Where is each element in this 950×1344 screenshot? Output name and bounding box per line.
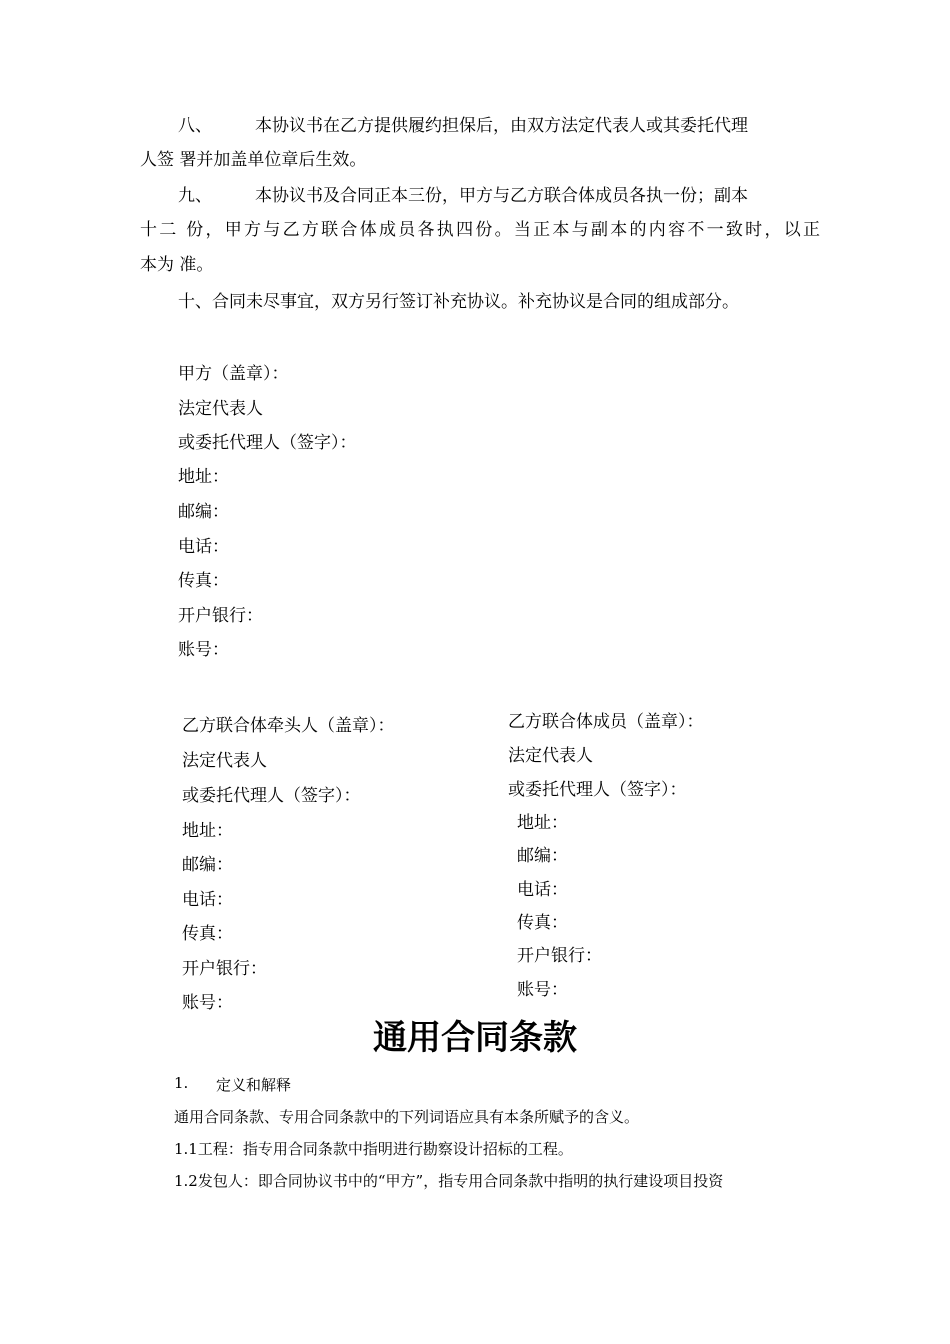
party-b-lead-postcode: 邮编： — [182, 855, 233, 875]
item-1-2: 1.2发包人：即合同协议书中的“甲方”，指专用合同条款中指明的执行建设项目投资 — [174, 1172, 724, 1190]
party-b-member-fax: 传真： — [517, 913, 568, 933]
party-b-lead-seal: 乙方联合体牵头人（盖章）： — [182, 716, 395, 736]
clause-9-line-1: 本协议书及合同正本三份，甲方与乙方联合体成员各执一份；副本 — [255, 186, 748, 206]
clause-9-number: 九、 — [178, 186, 212, 206]
party-b-lead-phone: 电话： — [182, 890, 233, 910]
party-b-member-legal-rep: 法定代表人 — [508, 746, 593, 766]
clause-8-line-2: 人签 署并加盖单位章后生效。 — [140, 150, 367, 170]
party-b-lead-agent: 或委托代理人（签字）： — [182, 786, 361, 806]
party-a-legal-rep: 法定代表人 — [178, 399, 263, 419]
party-b-lead-address: 地址： — [182, 821, 233, 841]
party-a-postcode: 邮编： — [178, 502, 229, 522]
party-a-account: 账号： — [178, 640, 229, 660]
clause-8-line-1: 本协议书在乙方提供履约担保后，由双方法定代表人或其委托代理 — [255, 116, 748, 136]
party-a-bank: 开户银行： — [178, 606, 263, 626]
party-b-member-phone: 电话： — [517, 880, 568, 900]
clause-8-number: 八、 — [178, 116, 212, 136]
party-a-fax: 传真： — [178, 571, 229, 591]
party-a-phone: 电话： — [178, 537, 229, 557]
general-terms-title: 通用合同条款 — [373, 1018, 577, 1058]
party-b-member-account: 账号： — [517, 980, 568, 1000]
clause-9-line-2: 十二 份，甲方与乙方联合体成员各执四份。当正本与副本的内容不一致时，以正 — [140, 220, 820, 240]
party-b-lead-legal-rep: 法定代表人 — [182, 751, 267, 771]
party-b-lead-fax: 传真： — [182, 924, 233, 944]
party-a-seal: 甲方（盖章）： — [178, 364, 289, 384]
general-terms-intro: 通用合同条款、专用合同条款中的下列词语应具有本条所赋予的含义。 — [174, 1108, 640, 1126]
party-b-member-address: 地址： — [517, 813, 568, 833]
clause-10-line-1: 十、合同未尽事宜，双方另行签订补充协议。补充协议是合同的组成部分。 — [178, 292, 739, 312]
party-a-address: 地址： — [178, 467, 229, 487]
item-1-1: 1.1工程：指专用合同条款中指明进行勘察设计招标的工程。 — [174, 1140, 573, 1158]
section-1-title: 定义和解释 — [216, 1076, 292, 1094]
party-a-agent: 或委托代理人（签字）： — [178, 433, 357, 453]
party-b-lead-account: 账号： — [182, 993, 233, 1013]
party-b-member-bank: 开户银行： — [517, 946, 602, 966]
party-b-member-seal: 乙方联合体成员（盖章）： — [508, 712, 704, 732]
party-b-lead-bank: 开户银行： — [182, 959, 267, 979]
party-b-member-postcode: 邮编： — [517, 846, 568, 866]
clause-9-line-3: 本为 准。 — [140, 255, 214, 275]
party-b-member-agent: 或委托代理人（签字）： — [508, 780, 687, 800]
section-1-number: 1. — [174, 1074, 189, 1092]
